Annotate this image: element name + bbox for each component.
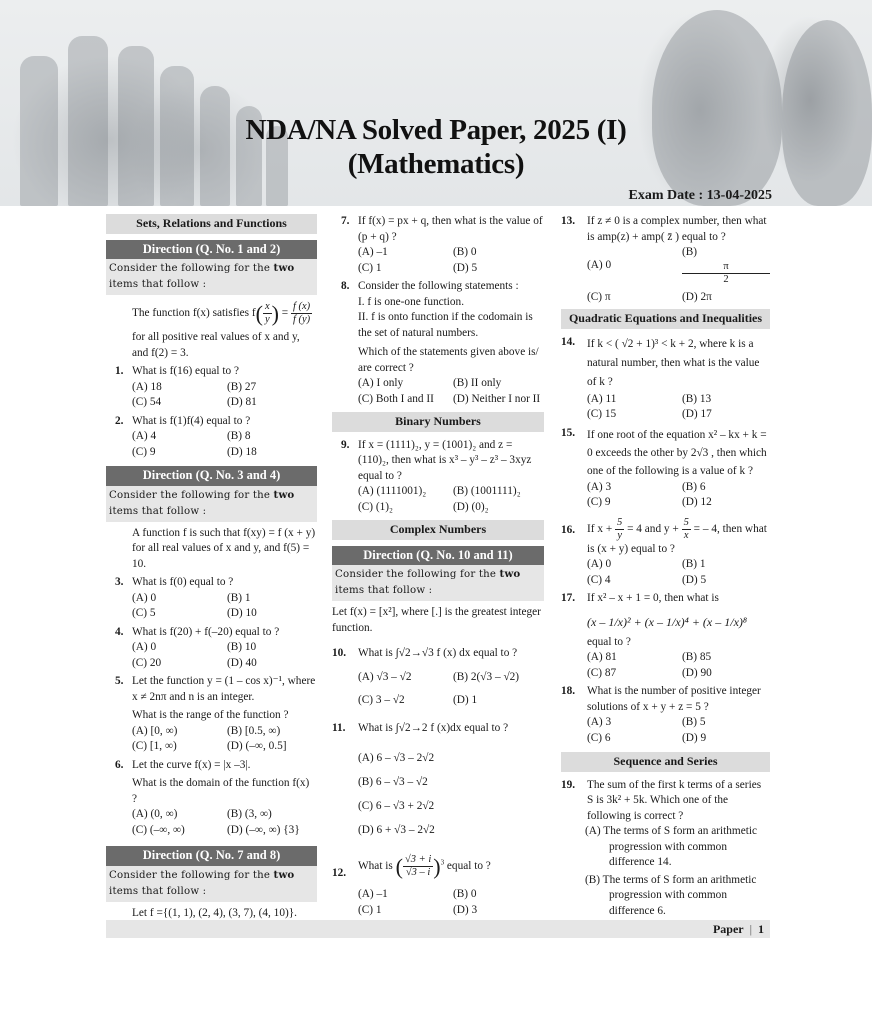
question-17-expression: (x – 1/x)² + (x – 1/x)⁴ + (x – 1/x)⁸ — [587, 614, 748, 629]
question-9: 9. If x = (1111)₂, y = (1001)₂ and z = (110)₂, then what is x³ – y³ – z³ – 3xyz equal to ? — [341, 438, 532, 482]
direction-text: Consider the following for the two items that follow : — [332, 565, 544, 601]
section-heading: Complex Numbers — [332, 520, 544, 540]
column-3 — [561, 214, 770, 919]
column-1 — [106, 214, 317, 921]
question-15: 15. If one root of the equation x² – kx + k = 0 exceeds the other by 2√3 , then which one of the following is a value of k ? — [561, 426, 767, 477]
page-subtitle: (Mathematics) — [347, 148, 525, 180]
question-19: 19. The sum of the first k terms of a series S is 3k² + 5k. Which one of the following is correct ? — [561, 778, 762, 822]
options-6: (A) (0, ∞) (B) (3, ∞) (C) (–∞, ∞) (D) (–∞, ∞) {3} — [132, 808, 300, 836]
options-3: (A) 0 (B) 1 (C) 5 (D) 10 — [132, 591, 257, 619]
question-18: 18. What is the number of positive integer solutions of x + y + z = 5 ? — [561, 685, 761, 713]
options-16: (A) 0 (B) 1 (C) 4 (D) 5 — [587, 558, 707, 586]
section-heading: Binary Numbers — [332, 412, 544, 432]
options-8: (A) I only (B) II only (C) Both I and II (D) Neither I nor II — [358, 377, 541, 405]
options-13: (A) 0 (B) π 2 (C) π (D) 2π — [561, 245, 770, 305]
options-7: (A) –1 (B) 0 (C) 1 (D) 5 — [358, 246, 478, 274]
question-13: 13. If z ≠ 0 is a complex number, then what is amp(z) + amp( z̄ ) equal to ? — [561, 215, 767, 243]
question-stem: Let f(x) = [x²], where [.] is the greatest integer function. — [332, 606, 541, 634]
direction-heading: Direction (Q. No. 10 and 11) — [332, 546, 544, 566]
question-11: 11. What is ∫√2→2 f (x)dx equal to ? — [332, 721, 509, 734]
options-15: (A) 3 (B) 6 (C) 9 (D) 12 — [587, 480, 712, 508]
question-1: 1. What is f(16) equal to ? — [115, 365, 239, 377]
question-6-sub: What is the domain of the function f(x) ? — [132, 777, 310, 805]
statement-1: I. f is one-one function. — [358, 295, 465, 308]
options-11: (A) 6 – √3 – 2√2 (B) 6 – √3 – √2 (C) 6 – √3 + 2√2 (D) 6 + √3 – 2√2 — [358, 752, 435, 836]
question-8: 8. Consider the following statements : — [341, 280, 519, 292]
options-9: (A) (1111001)₂ (B) (1001111)₂ (C) (1)₂ (D) (0)₂ — [358, 485, 521, 513]
question-stem: A function f is such that f(xy) = f (x + y) for all real values of x and y, and f(5) = 10. — [132, 526, 316, 570]
options-17: (A) 81 (B) 85 (C) 87 (D) 90 — [587, 651, 712, 679]
options-12: (A) –1 (B) 0 (C) 1 (D) 3 — [358, 888, 478, 916]
option-19-a: (A) The terms of S form an arithmetic progression with common difference 14. — [585, 825, 758, 868]
section-heading: Sets, Relations and Functions — [106, 214, 317, 234]
section-heading: Sequence and Series — [561, 752, 770, 772]
question-6: 6. Let the curve f(x) = |x –3|. — [115, 758, 251, 771]
question-17-sub: equal to ? — [587, 635, 631, 648]
options-5: (A) [0, ∞) (B) [0.5, ∞) (C) [1, ∞) (D) (–∞, 0.5] — [132, 724, 287, 752]
page-footer — [106, 920, 770, 938]
option-19-b: (B) The terms of S form an arithmetic progression with common difference 6. — [585, 873, 757, 917]
exam-date: Exam Date : 13-04-2025 — [628, 188, 772, 203]
options-4: (A) 0 (B) 10 (C) 20 (D) 40 — [132, 641, 257, 669]
question-5: 5. Let the function y = (1 – cos x)⁻¹, where x ≠ 2nπ and n is an integer. — [115, 675, 316, 703]
header-banner — [0, 0, 872, 206]
question-4: 4. What is f(20) + f(–20) equal to ? — [115, 625, 280, 638]
section-heading: Quadratic Equations and Inequalities — [561, 309, 770, 329]
question-stem-cont: for all positive real values of x and y, and f(2) = 3. — [132, 331, 300, 359]
direction-heading: Direction (Q. No. 3 and 4) — [106, 466, 317, 486]
question-2: 2. What is f(1)f(4) equal to ? — [115, 414, 251, 427]
direction-heading: Direction (Q. No. 7 and 8) — [106, 846, 317, 866]
question-8-sub: Which of the statements given above is/ are correct ? — [358, 346, 539, 374]
column-2 — [332, 214, 544, 918]
footer-label: Paper — [712, 922, 744, 936]
question-stem: The function f(x) satisfies f( $\frac{x}{y}$ ) = $\frac{f (x)}{f (y)}$ — [132, 300, 311, 326]
question-14: 14. If k < ( √2 + 1)³ < k + 2, where k is a natural number, then what is the value of k ? — [561, 335, 760, 388]
question-10: 10. What is ∫√2→√3 f (x) dx equal to ? — [332, 647, 518, 659]
direction-text: Consider the following for the two items that follow : — [106, 486, 317, 522]
question-5-sub: What is the range of the function ? — [132, 709, 289, 721]
options-1: (A) 18 (B) 27 (C) 54 (D) 81 — [132, 380, 257, 408]
footer-divider: | — [749, 922, 752, 936]
question-12: 12. What is ( $\frac{√3 + i}{√3 - i}$ )$^3$ equal to ? — [332, 853, 491, 879]
question-3: 3. What is f(0) equal to ? — [115, 576, 234, 588]
direction-heading: Direction (Q. No. 1 and 2) — [106, 240, 317, 260]
options-18: (A) 3 (B) 5 (C) 6 (D) 9 — [587, 716, 707, 744]
page-number: 1 — [758, 922, 764, 936]
options-14: (A) 11 (B) 13 (C) 15 (D) 17 — [587, 392, 712, 420]
options-10: (A) √3 – √2 (B) 2(√3 – √2) (C) 3 – √2 (D) 1 — [358, 670, 520, 706]
options-2: (A) 4 (B) 8 (C) 9 (D) 18 — [132, 430, 257, 458]
question-17: 17. If x² – x + 1 = 0, then what is — [561, 592, 719, 604]
direction-text: Consider the following for the two items that follow : — [106, 866, 317, 902]
page-title: NDA/NA Solved Paper, 2025 (I) — [245, 114, 627, 146]
question-7: 7. If f(x) = px + q, then what is the value of (p + q) ? — [341, 215, 543, 243]
statement-2: II. f is onto function if the codomain is the set of natural numbers. — [358, 311, 533, 339]
question-16: 16. If x + $\frac{5}{y}$ = 4 and y + $\frac{5}{x}$ = – 4, then what is (x + y) equal to ? — [561, 516, 767, 555]
direction-text: Consider the following for the two items that follow : — [106, 259, 317, 295]
question-stem: Let f ={(1, 1), (2, 4), (3, 7), (4, 10)}. — [132, 906, 297, 919]
